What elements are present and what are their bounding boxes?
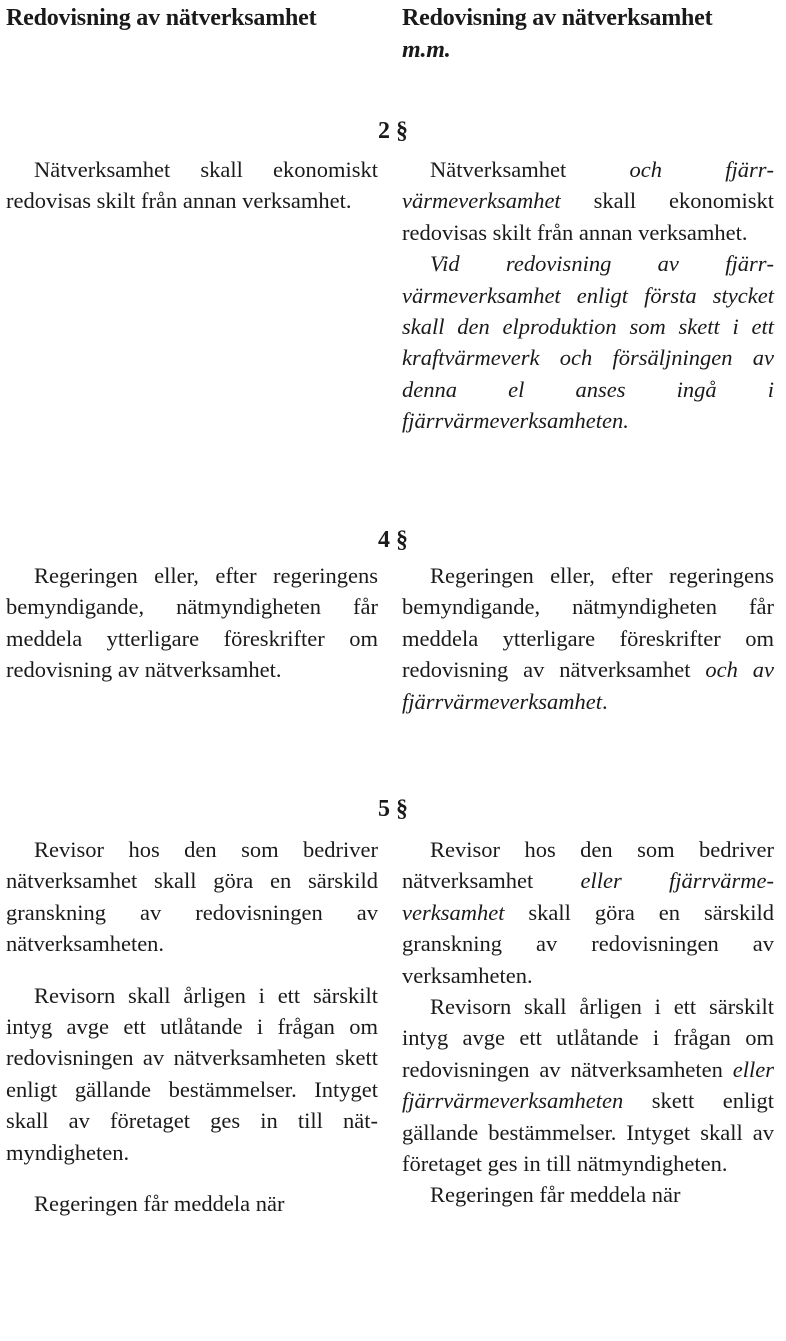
text-run-italic: eller fjärrvärmeverksamhet <box>402 868 774 925</box>
section-4-right-paragraph <box>402 560 774 717</box>
right-title-text: Redovisning av nätverksamhet <box>402 5 713 31</box>
section-5-right-paragraph-3: Regeringen får meddela när <box>430 1182 681 1208</box>
text-run: skall ekonomiskt redovisas skilt från annan verksamhet. <box>402 188 774 245</box>
section-4-current-text <box>6 560 378 686</box>
section-mark-2: 2 § <box>378 118 408 144</box>
section-5-right-paragraph-1 <box>402 834 774 991</box>
section-mark-4: 4 § <box>378 527 408 553</box>
right-title-suffix: m.m. <box>402 37 451 63</box>
section-mark-5: 5 § <box>378 796 408 822</box>
right-column-header <box>402 2 774 66</box>
section-4-proposed-text <box>402 560 774 717</box>
left-column-header <box>6 2 378 34</box>
section-5-left-paragraph-2: Revisorn skall årligen i ett särskilt intyg avge ett utlåtande i frågan om redovisningen av nätverksamheten skett enligt gällande bestämmelser. Intyget skall av företaget ges in till nätmyndigheten. <box>6 982 378 1165</box>
section-5-left-paragraph-3: Regeringen får meddela när <box>34 1191 285 1217</box>
text-run: Nätverksamhet <box>430 157 630 182</box>
section-5-proposed-text <box>402 834 774 1211</box>
section-2-current-text <box>6 154 378 217</box>
section-2-proposed-text <box>402 154 774 437</box>
section-5-current-text <box>6 834 378 1219</box>
section-2-right-paragraph-2: Vid redovisning av fjärrvärmeverksamhet enligt första stycket skall den elproduktion som skett i ett kraftvärmeverk och försäljningen av denna el anses ingå i fjärrvärmeverksamheten. <box>402 251 774 434</box>
section-2-left-paragraph: Nätverksamhet skall ekonomiskt redovisas skilt från annan verksamhet. <box>6 157 378 214</box>
section-5-left-paragraph-1: Revisor hos den som bedriver nätverksamhet skall göra en särskild granskning av redovisningen av nätverksamheten. <box>6 837 378 957</box>
text-run-italic: och av fjärrvärmeverksamhet <box>402 657 774 714</box>
right-title <box>402 2 774 66</box>
section-2-right-paragraph-1 <box>402 154 774 248</box>
text-run: skett enligt gällande bestämmelser. Intyget skall av företaget ges in till nätmyndigheten. <box>402 1088 774 1177</box>
text-run: Revisor hos den som bedriver nätverksamhet <box>402 837 774 894</box>
section-4-left-paragraph: Regeringen eller, efter regeringens bemyndigande, nätmyndigheten får meddela ytterligare föreskrifter om redovisning av nätverksamhet. <box>6 563 378 683</box>
text-run-italic: och fjärrvärmeverksamhet <box>402 157 774 214</box>
text-run: skall göra en särskild granskning av redovisningen av verksamheten. <box>402 899 774 988</box>
text-run: Revisorn skall årligen i ett särskilt intyg avge ett utlåtande i frågan om redovisningen av nätverksamheten <box>402 994 774 1082</box>
text-run: . <box>601 688 608 714</box>
section-5-right-paragraph-2 <box>402 991 774 1179</box>
text-run: Regeringen eller, efter regeringens bemyndigande, nätmyndigheten får meddela ytterligare föreskrifter om redovisning av nätverksamhet <box>402 563 774 683</box>
text-run-italic: eller fjärrvärmeverksamheten <box>402 1056 774 1114</box>
left-title: Redovisning av nätverksamhet <box>6 5 317 31</box>
